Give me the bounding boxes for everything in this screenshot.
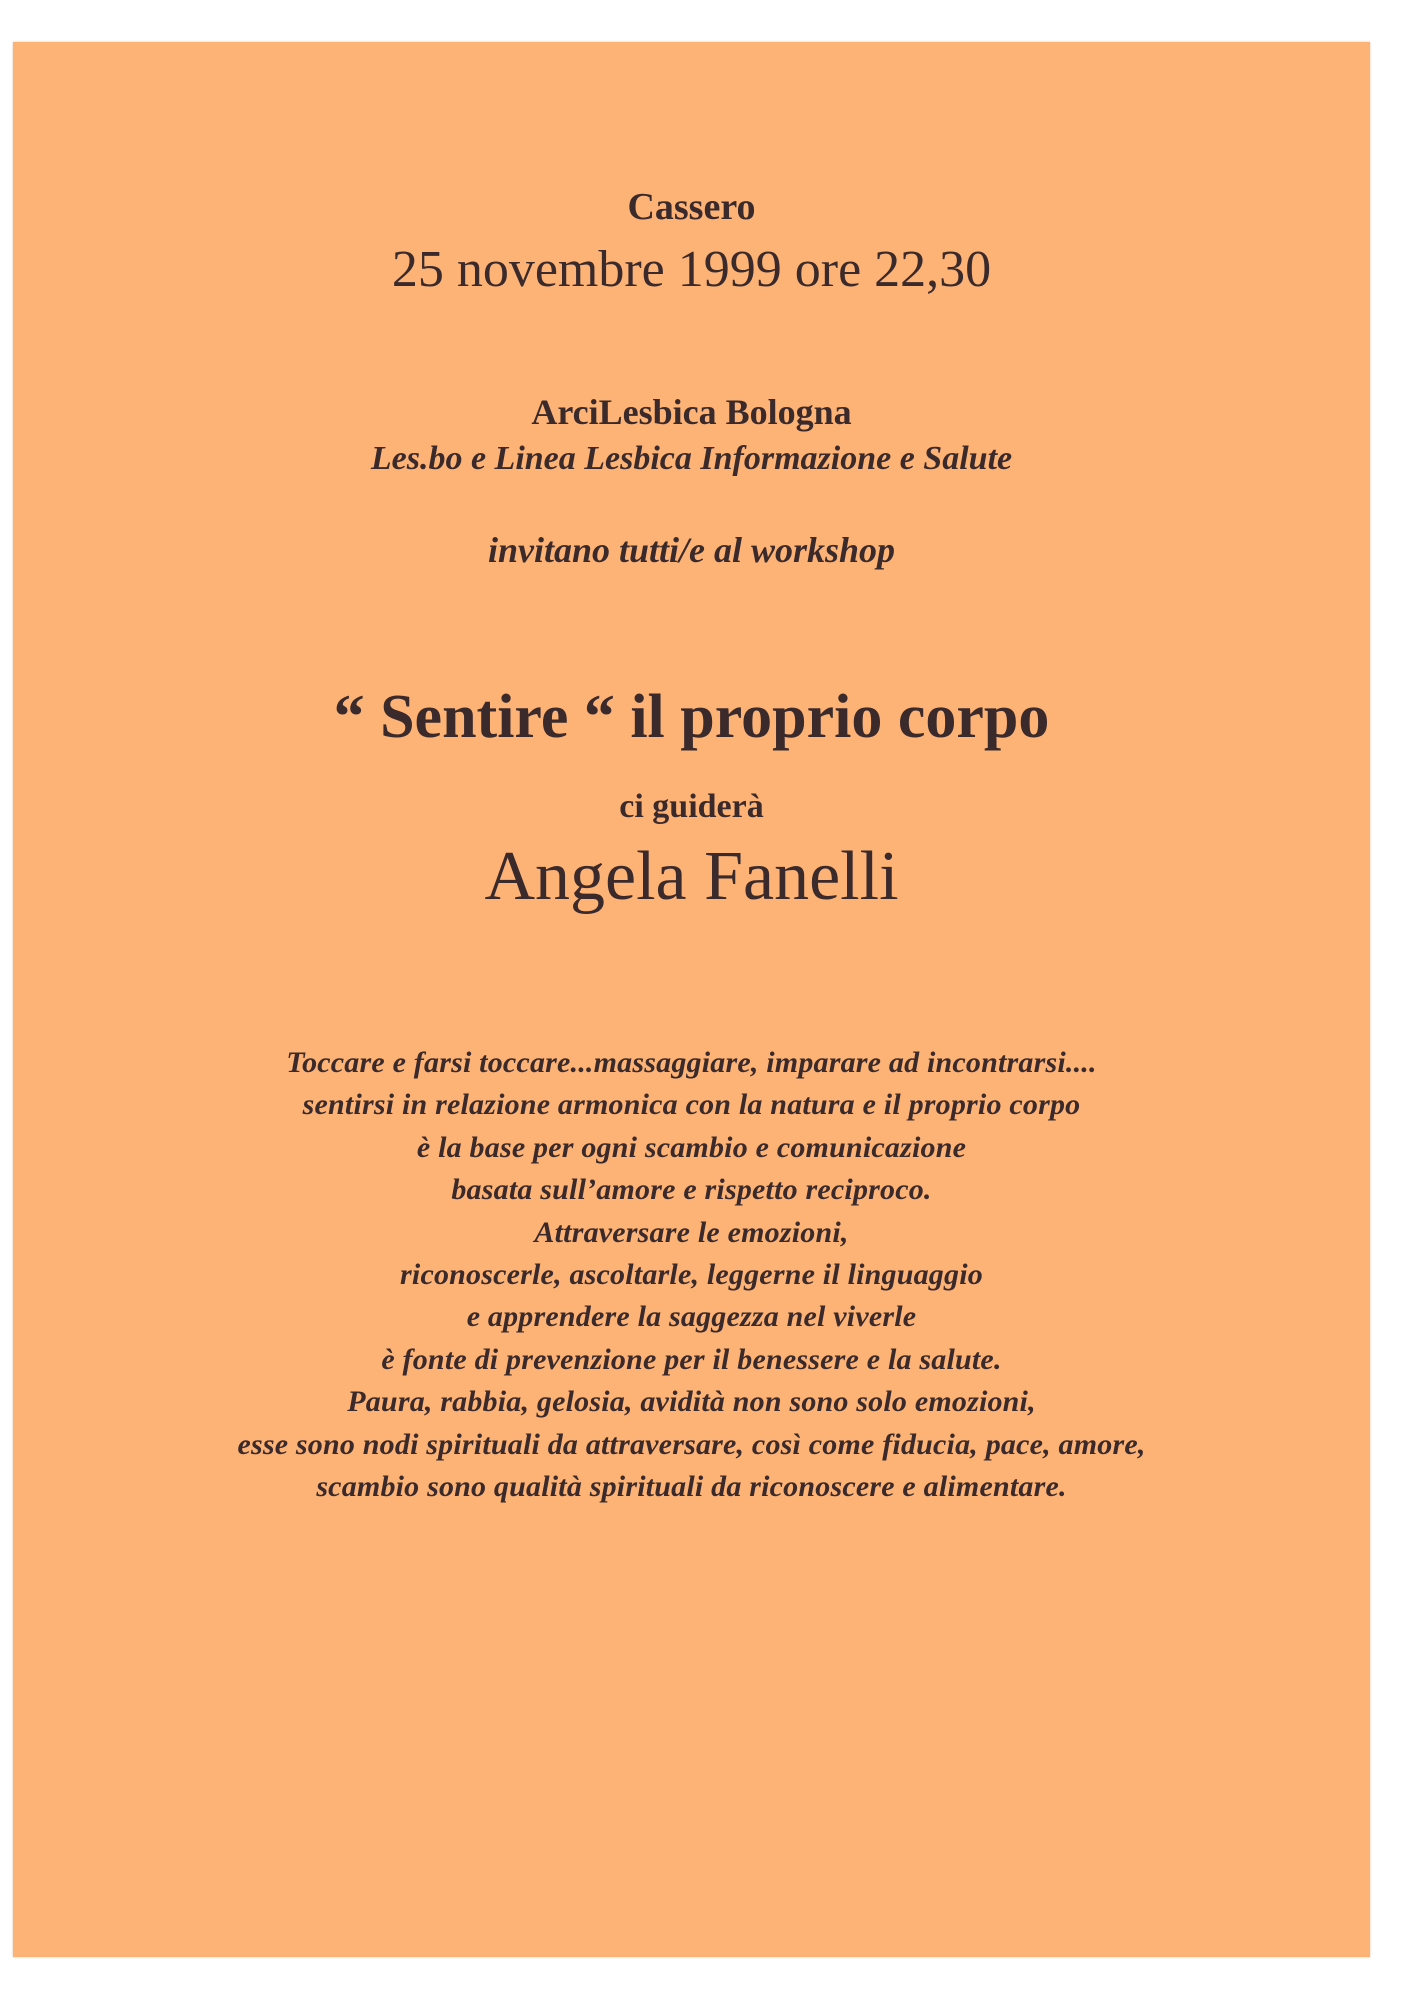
guide-name: Angela Fanelli [484,838,899,915]
description-line: scambio sono qualità spirituali da riconoscere e alimentare. [316,1470,1067,1504]
description-paragraph [13,1042,1370,1508]
description-line: è fonte di prevenzione per il benessere e la salute. [381,1342,1002,1376]
organizer-subtitle: Les.bo e Linea Lesbica Informazione e Salute [370,440,1013,477]
description-line: è la base per ogni scambio e comunicazione [416,1130,967,1164]
description-line: Toccare e farsi toccare...massaggiare, imparare ad incontrarsi.... [286,1046,1097,1079]
description-line: sentirsi in relazione armonica con la natura e il proprio corpo [302,1088,1081,1122]
venue-name: Cassero [627,186,756,228]
description-line: e apprendere la saggezza nel viverle [466,1300,917,1334]
description-line: esse sono nodi spirituali da attraversare, così come fiducia, pace, amore, [237,1427,1146,1461]
guide-label: ci guiderà [619,788,764,825]
flyer-page [13,42,1370,1957]
description-line: Attraversare le emozioni, [534,1215,849,1249]
description-line: riconoscerle, ascoltarle, leggerne il linguaggio [400,1258,983,1292]
event-datetime: 25 novembre 1999 ore 22,30 [391,241,992,298]
invitation-text: invitano tutti/e al workshop [487,530,896,570]
workshop-title: “ Sentire “ il proprio corpo [333,683,1050,751]
organizer-name: ArciLesbica Bologna [531,392,852,432]
description-line: basata sull’amore e rispetto reciproco. [451,1173,932,1207]
description-line: Paura, rabbia, gelosia, avidità non sono solo emozioni, [347,1385,1036,1419]
